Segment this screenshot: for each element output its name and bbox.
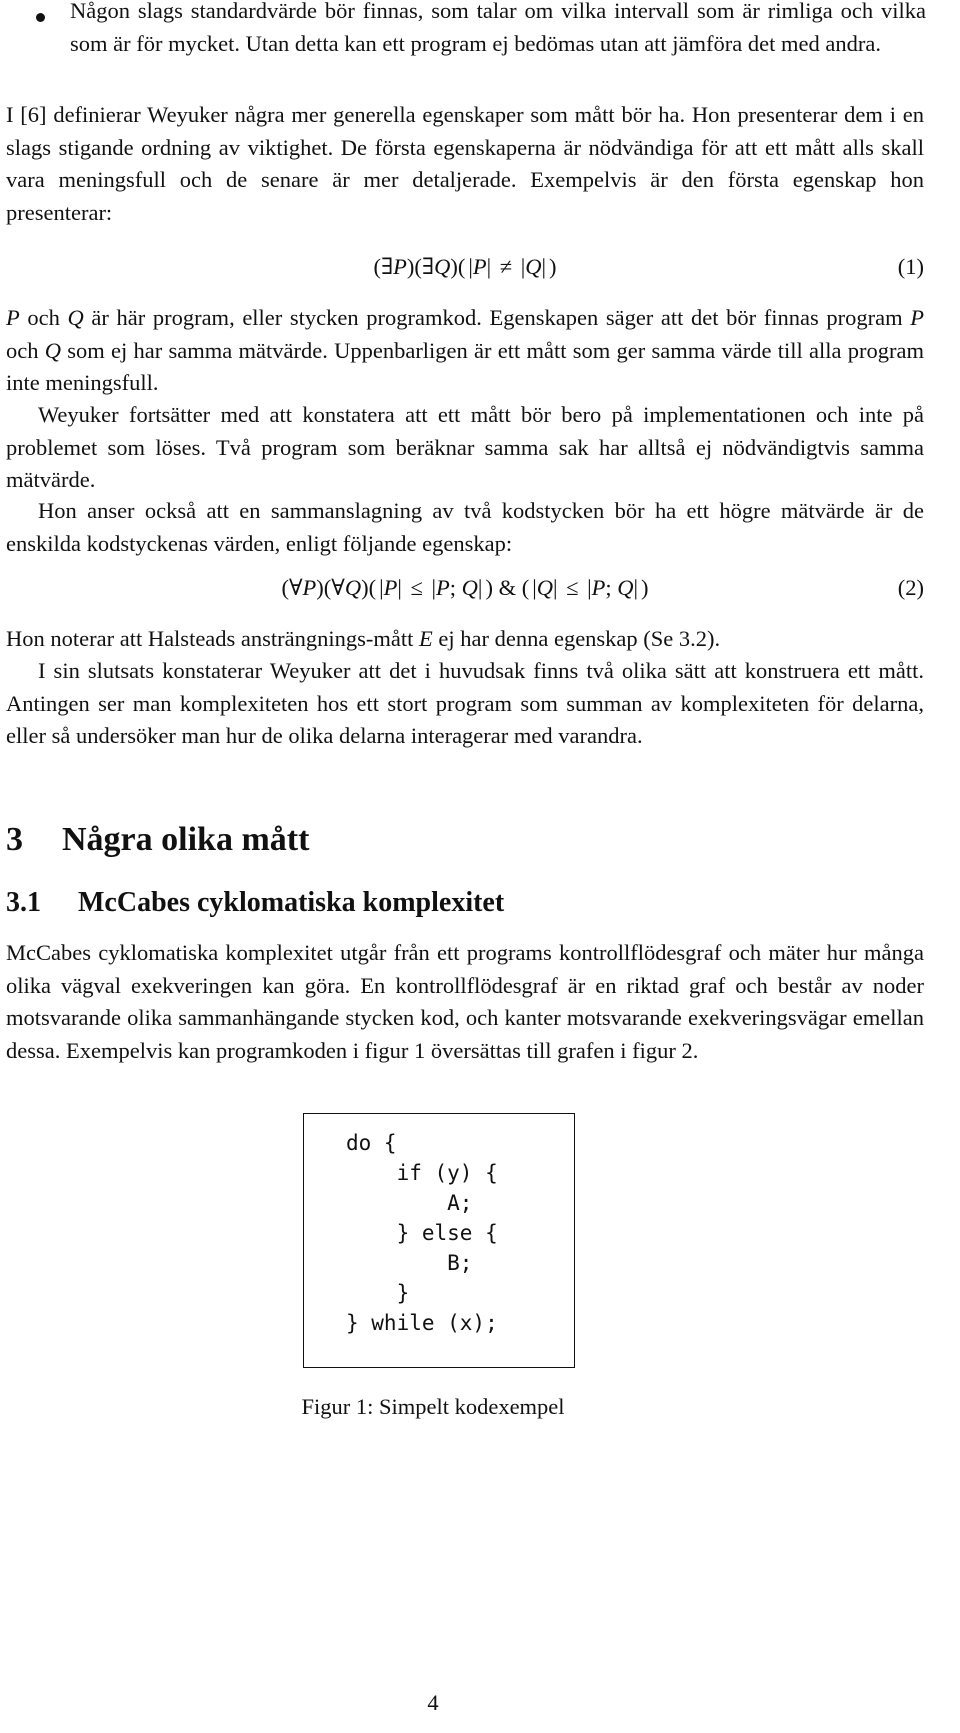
section-title: Några olika mått — [62, 821, 310, 858]
equation-1-number: (1) — [897, 254, 924, 279]
figure-1-box — [303, 1113, 575, 1368]
text-run: är här program, eller stycken programkod. Egenskapen säger att det bör finnas program — [83, 305, 911, 330]
equation-2-body: (∀P)(∀Q)( |P| ≤ |P; Q| ) & ( |Q| ≤ |P; Q| ) — [281, 575, 649, 600]
var-q: Q — [44, 337, 61, 363]
equation-2-number: (2) — [897, 575, 924, 600]
bullet-icon — [36, 13, 45, 22]
equation-1 — [6, 249, 924, 285]
var-q: Q — [67, 305, 84, 330]
text-run: ej har denna egenskap (Se 3.2). — [432, 626, 721, 651]
equation-1-body: (∃P)(∃Q)( |P| ≠ |Q| ) — [373, 254, 557, 279]
ampersand: & — [498, 575, 517, 600]
var-e: E — [419, 626, 433, 651]
subsection-heading — [6, 884, 504, 922]
text-run: som ej har samma mätvärde. Uppenbarligen är ett mått som ger samma värde till alla program inte meningsfull. — [6, 337, 924, 395]
paragraph-conclusion: I sin slutsats konstaterar Weyuker att det i huvudsak finns två olika sätt att konstruera ett mått. Antingen ser man komplexiteten hos ett stort program som summan av komplexiteten för delarna, eller så undersöker man hur de olika delarna interagerar med varandra. — [6, 658, 924, 748]
text-run: och — [19, 305, 68, 330]
text-run: Hon noterar att Halsteads ansträngnings-mått — [6, 626, 420, 651]
paragraph-merge: Hon anser också att en sammanslagning av två kodstycken bör ha ett högre mätvärde är de enskilda kodstyckenas värden, enligt följande egenskap: — [6, 498, 924, 556]
subsection-title: McCabes cyklomatiska komplexitet — [78, 887, 505, 918]
text-run: och — [6, 337, 45, 363]
section-number: 3 — [6, 821, 23, 858]
var-p: P — [6, 305, 20, 330]
paragraph-p-and-q — [6, 302, 924, 400]
paragraph-mccabe: McCabes cyklomatiska komplexitet utgår från ett programs kontrollflödesgraf och mäter hur många olika vägval exekveringen kan göra. En kontrollflödesgraf är en riktad graf och består av noder motsvarande olika sammanhängande stycken kod, och kanter motsvarande exekveringsvägar emellan dessa. Exempelvis kan programkoden i figur 1 översättas till grafen i figur 2. — [6, 940, 924, 1063]
section-heading — [6, 818, 309, 862]
code-listing: do { if (y) { A; } else { B; } } while (x); — [346, 1131, 498, 1335]
subsection-number: 3.1 — [6, 887, 41, 918]
paragraph-implementation: Weyuker fortsätter med att konstatera att ett mått bör bero på implementationen och inte på problemet som löses. Två program som beräknar samma sak har alltså ej nödvändigtvis samma mätvärde. — [6, 402, 924, 492]
var-p: P — [910, 305, 924, 330]
page-number: 4 — [427, 1690, 439, 1715]
figure-caption: Figur 1: Simpelt kodexempel — [301, 1394, 565, 1419]
equation-2 — [6, 570, 924, 606]
paragraph-halstead — [6, 623, 924, 656]
bullet-text: Någon slags standardvärde bör finnas, som talar om vilka intervall som är rimliga och vilka som är för mycket. Utan detta kan ett program ej bedömas utan att jämföra det med andra. — [70, 0, 926, 56]
paragraph-weyuker-intro: I [6] definierar Weyuker några mer generella egenskaper som mått bör ha. Hon presenterar dem i en slags stigande ordning av viktighet. De första egenskaperna är nödvändiga för att ett mått alls skall vara meningsfull och de senare är mer detaljerade. Exempelvis är den första egenskap hon presenterar: — [6, 102, 924, 225]
